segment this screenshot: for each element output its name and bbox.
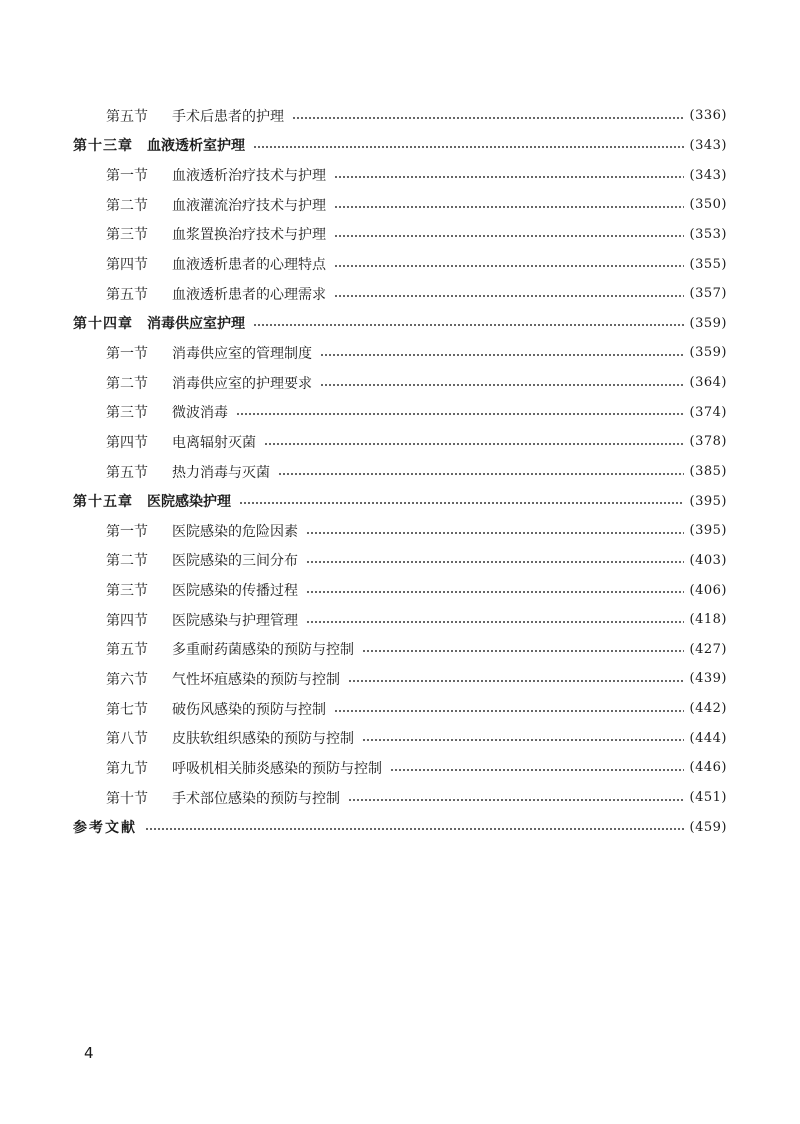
toc-section-entry bbox=[0, 546, 800, 576]
toc-entry-number: 第七节 bbox=[106, 701, 148, 718]
toc-entry-number: 第三节 bbox=[106, 227, 148, 244]
dot-leader bbox=[306, 532, 684, 534]
toc-entry-title: 气性坏疽感染的预防与控制 bbox=[172, 671, 340, 688]
toc-entry-title: 医院感染的三间分布 bbox=[172, 553, 298, 570]
dot-leader bbox=[320, 384, 684, 386]
toc-entry-page: (451) bbox=[689, 790, 727, 806]
toc-entry-page: (442) bbox=[689, 701, 727, 717]
toc-entry-title: 破伤风感染的预防与控制 bbox=[172, 701, 326, 718]
toc-entry-page: (359) bbox=[689, 315, 727, 331]
toc-section-entry bbox=[0, 783, 800, 813]
toc-chapter-entry bbox=[0, 131, 800, 161]
dot-leader bbox=[334, 206, 684, 208]
toc-entry-number: 第三节 bbox=[106, 583, 148, 600]
toc-entry-number: 第二节 bbox=[106, 553, 148, 570]
toc-entry-page: (439) bbox=[689, 671, 727, 687]
toc-entry-page: (444) bbox=[689, 730, 727, 746]
toc-entry-number: 第一节 bbox=[106, 168, 148, 185]
dot-leader bbox=[334, 295, 684, 297]
toc-entry-number: 第一节 bbox=[106, 523, 148, 540]
toc-entry-number: 第四节 bbox=[106, 257, 148, 274]
dot-leader bbox=[239, 502, 684, 504]
toc-entry-title: 血液透析患者的心理特点 bbox=[172, 257, 326, 274]
toc-section-entry bbox=[0, 427, 800, 457]
toc-entry-title: 手术后患者的护理 bbox=[172, 108, 284, 125]
toc-entry-title: 热力消毒与灭菌 bbox=[172, 464, 270, 481]
toc-entry-page: (403) bbox=[689, 552, 727, 568]
toc-entry-title: 参考文献 bbox=[73, 820, 137, 837]
toc-entry-page: (343) bbox=[689, 137, 727, 153]
toc-entry-page: (359) bbox=[689, 345, 727, 361]
toc-entry-number: 第五节 bbox=[106, 642, 148, 659]
toc-entry-page: (395) bbox=[689, 493, 727, 509]
toc-entry-number: 第五节 bbox=[106, 464, 148, 481]
toc-entry-title: 血液透析室护理 bbox=[147, 138, 245, 155]
toc-entry-title: 血液透析患者的心理需求 bbox=[172, 286, 326, 303]
toc-chapter-entry bbox=[0, 486, 800, 516]
toc-entry-page: (378) bbox=[689, 434, 727, 450]
toc-entry-title: 消毒供应室护理 bbox=[147, 316, 245, 333]
toc-section-entry bbox=[0, 516, 800, 546]
page-number: 4 bbox=[84, 1044, 94, 1062]
dot-leader bbox=[348, 799, 684, 801]
toc-entry-page: (459) bbox=[689, 819, 727, 835]
toc-section-entry bbox=[0, 101, 800, 131]
toc-entry-number: 第四节 bbox=[106, 612, 148, 629]
toc-entry-number: 第十节 bbox=[106, 790, 148, 807]
toc-entry-number: 第三节 bbox=[106, 405, 148, 422]
toc-section-entry bbox=[0, 368, 800, 398]
toc-entry-title: 皮肤软组织感染的预防与控制 bbox=[172, 731, 354, 748]
toc-entry-page: (427) bbox=[689, 641, 727, 657]
toc-entry-page: (357) bbox=[689, 286, 727, 302]
toc-entry-number: 第八节 bbox=[106, 731, 148, 748]
toc-section-entry bbox=[0, 664, 800, 694]
toc-entry-title: 血液透析治疗技术与护理 bbox=[172, 168, 326, 185]
toc-entry-title: 医院感染的危险因素 bbox=[172, 523, 298, 540]
toc-section-entry bbox=[0, 753, 800, 783]
toc-entry-title: 血液灌流治疗技术与护理 bbox=[172, 197, 326, 214]
toc-entry-title: 血浆置换治疗技术与护理 bbox=[172, 227, 326, 244]
dot-leader bbox=[362, 739, 684, 741]
toc-references-entry bbox=[0, 812, 800, 842]
toc-section-entry bbox=[0, 694, 800, 724]
toc-section-entry bbox=[0, 249, 800, 279]
toc-entry-number: 第一节 bbox=[106, 345, 148, 362]
toc-entry-number: 第五节 bbox=[106, 108, 148, 125]
toc-entry-title: 电离辐射灭菌 bbox=[172, 434, 256, 451]
toc-entry-title: 呼吸机相关肺炎感染的预防与控制 bbox=[172, 760, 382, 777]
toc-section-entry bbox=[0, 160, 800, 190]
dot-leader bbox=[306, 561, 684, 563]
toc-entry-page: (374) bbox=[689, 404, 727, 420]
toc-entry-page: (395) bbox=[689, 523, 727, 539]
dot-leader bbox=[306, 621, 684, 623]
dot-leader bbox=[236, 413, 684, 415]
dot-leader bbox=[292, 117, 684, 119]
toc-entry-page: (406) bbox=[689, 582, 727, 598]
dot-leader bbox=[334, 265, 684, 267]
toc-entry-page: (350) bbox=[689, 197, 727, 213]
toc-entry-page: (418) bbox=[689, 612, 727, 628]
toc-section-entry bbox=[0, 397, 800, 427]
toc-entry-title: 医院感染与护理管理 bbox=[172, 612, 298, 629]
toc-section-entry bbox=[0, 338, 800, 368]
toc-entry-number: 第九节 bbox=[106, 760, 148, 777]
dot-leader bbox=[306, 591, 684, 593]
toc-section-entry bbox=[0, 220, 800, 250]
toc-section-entry bbox=[0, 279, 800, 309]
toc-entry-number: 第四节 bbox=[106, 434, 148, 451]
toc-entry-title: 微波消毒 bbox=[172, 405, 228, 422]
toc-entry-page: (385) bbox=[689, 464, 727, 479]
toc-entry-page: (446) bbox=[689, 760, 727, 776]
toc-entry-page: (364) bbox=[689, 375, 727, 391]
dot-leader bbox=[320, 354, 684, 356]
toc-entry-title: 手术部位感染的预防与控制 bbox=[172, 790, 340, 807]
toc-entry-page: (343) bbox=[689, 167, 727, 183]
toc-entry-title: 多重耐药菌感染的预防与控制 bbox=[172, 642, 354, 659]
dot-leader bbox=[334, 235, 684, 237]
dot-leader bbox=[390, 769, 684, 771]
toc-entry-title: 消毒供应室的护理要求 bbox=[172, 375, 312, 392]
toc-entry-page: (355) bbox=[689, 256, 727, 272]
toc-chapter-entry bbox=[0, 308, 800, 338]
toc-entry-number: 第五节 bbox=[106, 286, 148, 303]
toc-entry-number: 第六节 bbox=[106, 671, 148, 688]
toc-entry-number: 第二节 bbox=[106, 375, 148, 392]
dot-leader bbox=[278, 473, 684, 475]
toc-entry-number: 第十三章 bbox=[73, 138, 133, 155]
dot-leader bbox=[334, 176, 684, 178]
toc-section-entry bbox=[0, 457, 800, 487]
toc-entry-page: (336) bbox=[689, 108, 727, 124]
toc-section-entry bbox=[0, 575, 800, 605]
dot-leader bbox=[145, 828, 684, 830]
toc-section-entry bbox=[0, 190, 800, 220]
toc-section-entry bbox=[0, 635, 800, 665]
table-of-contents bbox=[0, 101, 800, 842]
toc-entry-title: 医院感染的传播过程 bbox=[172, 583, 298, 600]
toc-entry-number: 第十四章 bbox=[73, 316, 133, 333]
dot-leader bbox=[253, 146, 684, 148]
dot-leader bbox=[253, 324, 684, 326]
toc-section-entry bbox=[0, 605, 800, 635]
dot-leader bbox=[348, 680, 684, 682]
toc-entry-title: 消毒供应室的管理制度 bbox=[172, 345, 312, 362]
toc-entry-number: 第十五章 bbox=[73, 494, 133, 511]
dot-leader bbox=[362, 650, 684, 652]
toc-section-entry bbox=[0, 723, 800, 753]
toc-entry-number: 第二节 bbox=[106, 197, 148, 214]
dot-leader bbox=[264, 443, 684, 445]
toc-entry-title: 医院感染护理 bbox=[147, 494, 231, 511]
toc-entry-page: (353) bbox=[689, 226, 727, 242]
dot-leader bbox=[334, 710, 684, 712]
